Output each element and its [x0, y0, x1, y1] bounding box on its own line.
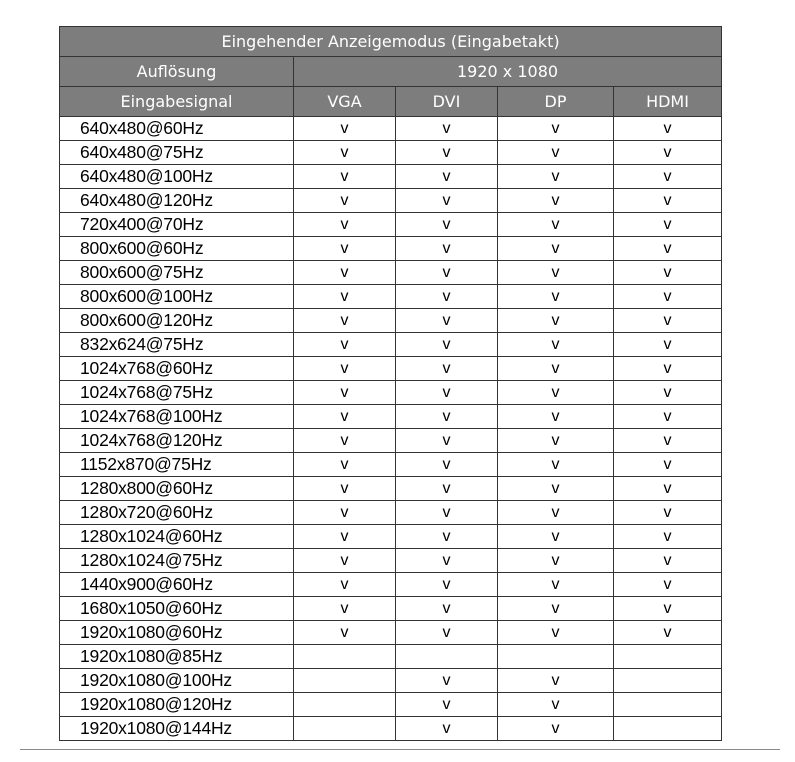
table-title-row [60, 27, 722, 57]
vga-support-cell: v [294, 573, 396, 597]
table-row [60, 621, 722, 645]
hdmi-support-cell: v [614, 477, 722, 501]
dvi-support-cell: v [396, 357, 498, 381]
table-row [60, 429, 722, 453]
hdmi-support-cell: v [614, 525, 722, 549]
table-row [60, 501, 722, 525]
signal-cell: 800x600@75Hz [60, 261, 294, 285]
signal-cell: 800x600@60Hz [60, 237, 294, 261]
table-row [60, 381, 722, 405]
hdmi-support-cell [614, 645, 722, 669]
table-row [60, 357, 722, 381]
signal-cell: 1280x1024@75Hz [60, 549, 294, 573]
hdmi-support-cell: v [614, 117, 722, 141]
hdmi-support-cell: v [614, 621, 722, 645]
dp-support-cell: v [498, 477, 614, 501]
dvi-support-cell: v [396, 117, 498, 141]
vga-support-cell: v [294, 141, 396, 165]
dvi-support-cell: v [396, 717, 498, 741]
vga-support-cell: v [294, 261, 396, 285]
dp-support-cell: v [498, 573, 614, 597]
table-row [60, 645, 722, 669]
bottom-divider [20, 749, 780, 750]
dp-support-cell: v [498, 261, 614, 285]
dvi-support-cell: v [396, 405, 498, 429]
dvi-support-cell [396, 645, 498, 669]
resolution-value: 1920 x 1080 [294, 57, 722, 87]
dp-support-cell: v [498, 117, 614, 141]
signal-cell: 1024x768@100Hz [60, 405, 294, 429]
table-row [60, 549, 722, 573]
table-row [60, 405, 722, 429]
dvi-support-cell: v [396, 693, 498, 717]
hdmi-support-cell: v [614, 333, 722, 357]
vga-support-cell: v [294, 357, 396, 381]
signal-cell: 1280x1024@60Hz [60, 525, 294, 549]
dp-support-cell: v [498, 453, 614, 477]
dvi-support-cell: v [396, 573, 498, 597]
hdmi-support-cell: v [614, 549, 722, 573]
vga-support-cell [294, 669, 396, 693]
dp-support-cell: v [498, 237, 614, 261]
vga-support-cell: v [294, 477, 396, 501]
dp-support-cell: v [498, 621, 614, 645]
hdmi-support-cell: v [614, 213, 722, 237]
table-row [60, 261, 722, 285]
dp-support-cell: v [498, 549, 614, 573]
vga-support-cell: v [294, 285, 396, 309]
signal-cell: 1920x1080@85Hz [60, 645, 294, 669]
hdmi-support-cell: v [614, 357, 722, 381]
table-row [60, 309, 722, 333]
resolution-label: Auflösung [60, 57, 294, 87]
table-row [60, 573, 722, 597]
signal-cell: 1024x768@120Hz [60, 429, 294, 453]
signal-cell: 640x480@100Hz [60, 165, 294, 189]
table-row [60, 453, 722, 477]
vga-support-cell [294, 717, 396, 741]
signal-cell: 832x624@75Hz [60, 333, 294, 357]
hdmi-support-cell: v [614, 261, 722, 285]
dvi-support-cell: v [396, 261, 498, 285]
vga-support-cell: v [294, 189, 396, 213]
vga-support-cell: v [294, 381, 396, 405]
table-row [60, 117, 722, 141]
table-row [60, 717, 722, 741]
signal-cell: 1920x1080@144Hz [60, 717, 294, 741]
signal-cell: 720x400@70Hz [60, 213, 294, 237]
dvi-support-cell: v [396, 669, 498, 693]
dp-support-cell: v [498, 309, 614, 333]
vga-support-cell: v [294, 405, 396, 429]
dp-support-cell: v [498, 525, 614, 549]
signal-cell: 1680x1050@60Hz [60, 597, 294, 621]
dp-support-cell: v [498, 141, 614, 165]
dp-support-cell: v [498, 501, 614, 525]
dvi-support-cell: v [396, 333, 498, 357]
vga-support-cell: v [294, 333, 396, 357]
dp-support-cell: v [498, 669, 614, 693]
dvi-support-cell: v [396, 309, 498, 333]
hdmi-column-header: HDMI [614, 87, 722, 117]
signal-cell: 1024x768@60Hz [60, 357, 294, 381]
hdmi-support-cell [614, 693, 722, 717]
vga-support-cell [294, 645, 396, 669]
table-row [60, 669, 722, 693]
vga-support-cell: v [294, 597, 396, 621]
vga-support-cell: v [294, 549, 396, 573]
column-header-row [60, 87, 722, 117]
table-title: Eingehender Anzeigemodus (Eingabetakt) [60, 27, 722, 57]
dvi-support-cell: v [396, 549, 498, 573]
hdmi-support-cell: v [614, 237, 722, 261]
hdmi-support-cell: v [614, 501, 722, 525]
dp-support-cell: v [498, 597, 614, 621]
signal-cell: 640x480@120Hz [60, 189, 294, 213]
table-row [60, 597, 722, 621]
signal-cell: 1440x900@60Hz [60, 573, 294, 597]
hdmi-support-cell: v [614, 189, 722, 213]
dp-support-cell: v [498, 357, 614, 381]
hdmi-support-cell [614, 717, 722, 741]
vga-support-cell: v [294, 213, 396, 237]
vga-support-cell: v [294, 237, 396, 261]
hdmi-support-cell: v [614, 429, 722, 453]
signal-column-header: Eingabesignal [60, 87, 294, 117]
signal-cell: 1920x1080@120Hz [60, 693, 294, 717]
signal-cell: 640x480@60Hz [60, 117, 294, 141]
table-row [60, 333, 722, 357]
dp-support-cell: v [498, 429, 614, 453]
dvi-support-cell: v [396, 165, 498, 189]
signal-cell: 800x600@120Hz [60, 309, 294, 333]
vga-support-cell: v [294, 429, 396, 453]
table-row [60, 525, 722, 549]
dp-column-header: DP [498, 87, 614, 117]
dp-support-cell: v [498, 405, 614, 429]
table-row [60, 693, 722, 717]
dvi-support-cell: v [396, 429, 498, 453]
table-row [60, 237, 722, 261]
signal-cell: 1920x1080@100Hz [60, 669, 294, 693]
dvi-column-header: DVI [396, 87, 498, 117]
dp-support-cell: v [498, 285, 614, 309]
table-row [60, 213, 722, 237]
dvi-support-cell: v [396, 141, 498, 165]
hdmi-support-cell: v [614, 597, 722, 621]
dvi-support-cell: v [396, 381, 498, 405]
hdmi-support-cell: v [614, 453, 722, 477]
dp-support-cell: v [498, 381, 614, 405]
dvi-support-cell: v [396, 237, 498, 261]
vga-support-cell: v [294, 117, 396, 141]
dvi-support-cell: v [396, 285, 498, 309]
signal-cell: 1280x800@60Hz [60, 477, 294, 501]
hdmi-support-cell: v [614, 309, 722, 333]
dvi-support-cell: v [396, 525, 498, 549]
table-row [60, 189, 722, 213]
table-row [60, 285, 722, 309]
vga-support-cell: v [294, 165, 396, 189]
dp-support-cell [498, 645, 614, 669]
dp-support-cell: v [498, 333, 614, 357]
signal-cell: 1024x768@75Hz [60, 381, 294, 405]
hdmi-support-cell: v [614, 573, 722, 597]
dp-support-cell: v [498, 693, 614, 717]
hdmi-support-cell: v [614, 381, 722, 405]
dp-support-cell: v [498, 717, 614, 741]
dvi-support-cell: v [396, 213, 498, 237]
hdmi-support-cell: v [614, 165, 722, 189]
vga-support-cell: v [294, 525, 396, 549]
signal-cell: 1920x1080@60Hz [60, 621, 294, 645]
vga-support-cell: v [294, 501, 396, 525]
dp-support-cell: v [498, 189, 614, 213]
dp-support-cell: v [498, 213, 614, 237]
dp-support-cell: v [498, 165, 614, 189]
vga-support-cell [294, 693, 396, 717]
signal-cell: 800x600@100Hz [60, 285, 294, 309]
dvi-support-cell: v [396, 597, 498, 621]
hdmi-support-cell: v [614, 141, 722, 165]
vga-support-cell: v [294, 621, 396, 645]
vga-column-header: VGA [294, 87, 396, 117]
signal-cell: 1280x720@60Hz [60, 501, 294, 525]
table-row [60, 141, 722, 165]
vga-support-cell: v [294, 453, 396, 477]
table-row [60, 477, 722, 501]
dvi-support-cell: v [396, 501, 498, 525]
dvi-support-cell: v [396, 453, 498, 477]
vga-support-cell: v [294, 309, 396, 333]
signal-cell: 640x480@75Hz [60, 141, 294, 165]
display-modes-table [59, 26, 722, 741]
resolution-row [60, 57, 722, 87]
dvi-support-cell: v [396, 621, 498, 645]
dvi-support-cell: v [396, 189, 498, 213]
dvi-support-cell: v [396, 477, 498, 501]
table-row [60, 165, 722, 189]
hdmi-support-cell: v [614, 405, 722, 429]
hdmi-support-cell: v [614, 285, 722, 309]
hdmi-support-cell [614, 669, 722, 693]
signal-cell: 1152x870@75Hz [60, 453, 294, 477]
